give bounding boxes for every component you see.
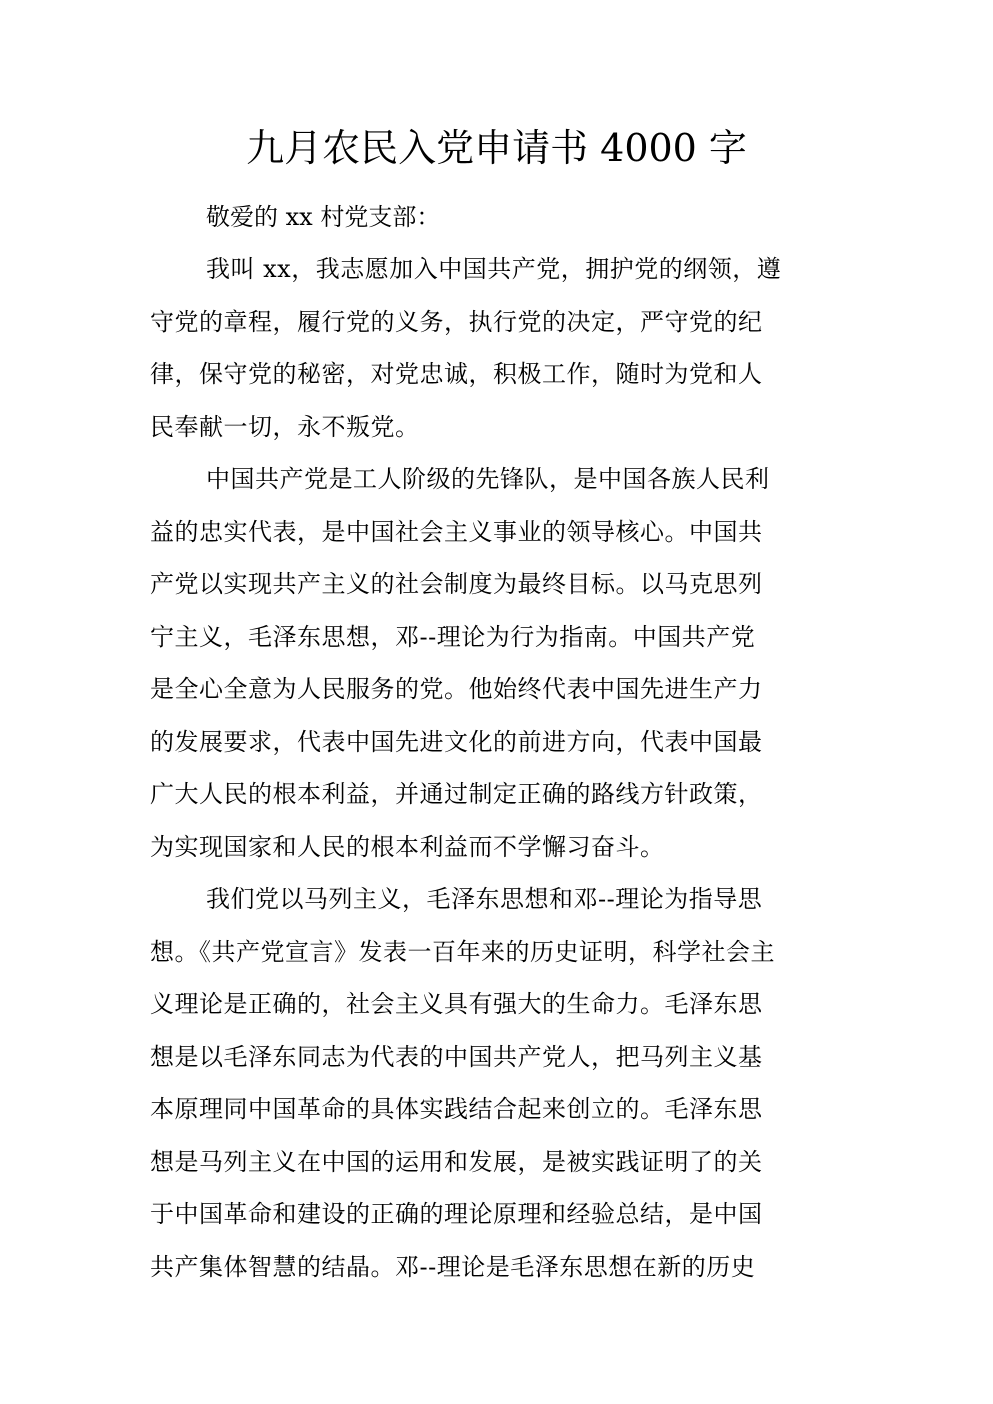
paragraph-line: 守党的章程，履行党的义务，执行党的决定，严守党的纪 xyxy=(150,307,763,336)
paragraph-line: 产党以实现共产主义的社会制度为最终目标。以马克思列 xyxy=(150,570,763,598)
paragraph-line: 我们党以马列主义，毛泽东思想和邓--理论为指导思 xyxy=(206,885,763,913)
paragraph-line: 本原理同中国革命的具体实践结合起来创立的。毛泽东思 xyxy=(150,1095,763,1123)
paragraph-line: 于中国革命和建设的正确的理论原理和经验总结，是中国 xyxy=(150,1200,763,1228)
document-body xyxy=(150,191,840,1293)
paragraph-line: 民奉献一切，永不叛党。 xyxy=(150,412,420,441)
paragraph-line: 是全心全意为人民服务的党。他始终代表中国先进生产力 xyxy=(150,675,763,703)
paragraph-line: 中国共产党是工人阶级的先锋队，是中国各族人民利 xyxy=(206,465,770,493)
paragraph-line: 广大人民的根本利益，并通过制定正确的路线方针政策， xyxy=(150,780,763,808)
paragraph-line: 宁主义，毛泽东思想，邓--理论为行为指南。中国共产党 xyxy=(150,622,756,651)
paragraph-line: 益的忠实代表，是中国社会主义事业的领导核心。中国共 xyxy=(150,517,763,546)
paragraph-line: 我叫 xx，我志愿加入中国共产党，拥护党的纲领，遵 xyxy=(206,255,782,283)
document-title: 九月农民入党申请书 4000 字 xyxy=(246,126,747,170)
paragraph-line: 的发展要求，代表中国先进文化的前进方向，代表中国最 xyxy=(150,727,763,756)
paragraph-3 xyxy=(150,873,840,1293)
paragraph-line: 律，保守党的秘密，对党忠诚，积极工作，随时为党和人 xyxy=(150,360,763,388)
paragraph-line: 想是以毛泽东同志为代表的中国共产党人，把马列主义基 xyxy=(150,1042,763,1071)
paragraph-line: 为实现国家和人民的根本利益而不学懈习奋斗。 xyxy=(150,832,665,861)
paragraph-line: 想是马列主义在中国的运用和发展，是被实践证明了的关 xyxy=(150,1147,763,1176)
paragraph-2 xyxy=(150,453,840,873)
paragraph-line: 义理论是正确的，社会主义具有强大的生命力。毛泽东思 xyxy=(150,990,763,1018)
paragraph-1 xyxy=(150,243,840,453)
paragraph-line: 共产集体智慧的结晶。邓--理论是毛泽东思想在新的历史 xyxy=(150,1252,756,1281)
salutation: 敬爱的 xx 村党支部： xyxy=(206,203,441,231)
paragraph-line: 想。《共产党宣言》发表一百年来的历史证明，科学社会主 xyxy=(150,937,775,966)
